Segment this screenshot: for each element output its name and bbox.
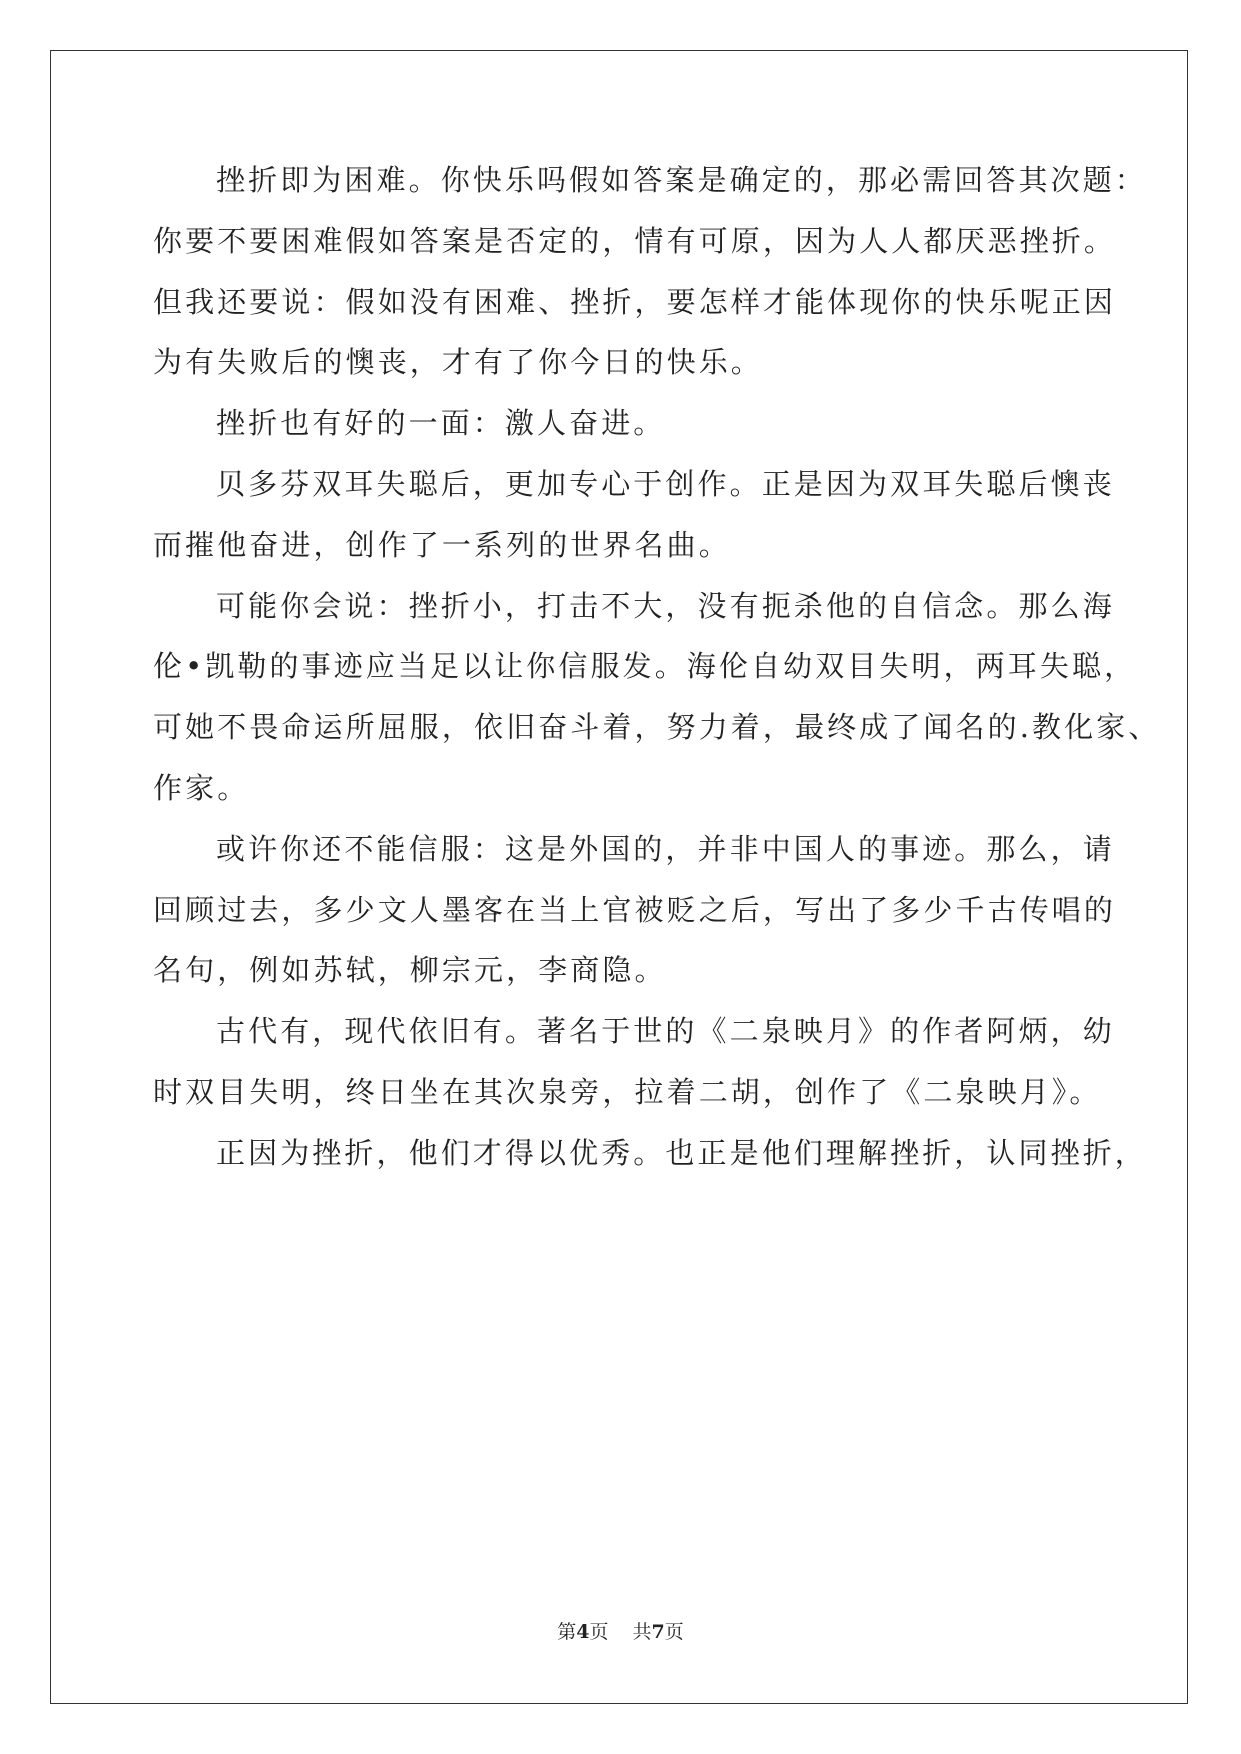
text-line: 挫折也有好的一面：激人奋进。 xyxy=(216,406,666,441)
text-line: 为有失败后的懊丧，才有了你今日的快乐。 xyxy=(153,345,763,380)
page-label-unit: 页 xyxy=(589,1621,609,1643)
text-line: 正因为挫折，他们才得以优秀。也正是他们理解挫折，认同挫折， xyxy=(216,1135,1147,1170)
text-line: 时双目失明，终日坐在其次泉旁，拉着二胡，创作了《二泉映月》。 xyxy=(153,1075,1102,1109)
text-line: 你要不要困难假如答案是否定的，情有可原，因为人人都厌恶挫折。 xyxy=(153,223,1117,258)
text-line: 贝多芬双耳失聪后，更加专心于创作。正是因为双耳失聪后懊丧 xyxy=(216,467,1115,501)
text-line: 但我还要说：假如没有困难、挫折，要怎样才能体现你的快乐呢正因 xyxy=(153,284,1117,319)
text-line: 回顾过去，多少文人墨客在当上官被贬之后，写出了多少千古传唱的 xyxy=(153,892,1117,927)
text-line: 挫折即为困难。你快乐吗假如答案是确定的，那必需回答其次题： xyxy=(216,163,1147,197)
text-line: 或许你还不能信服：这是外国的，并非中国人的事迹。那么，请 xyxy=(216,831,1115,866)
page-footer xyxy=(0,1620,1241,1644)
total-page-number: 7 xyxy=(651,1621,665,1643)
text-line: 名句，例如苏轼，柳宗元，李商隐。 xyxy=(153,953,667,988)
text-line: 古代有，现代依旧有。著名于世的《二泉映月》的作者阿炳，幼 xyxy=(216,1014,1115,1049)
text-line: 伦•凯勒的事迹应当足以让你信服发。海伦自幼双目失明，两耳失聪， xyxy=(153,649,1137,684)
text-line: 可能你会说：挫折小，打击不大，没有扼杀他的自信念。那么海 xyxy=(216,588,1115,623)
current-page-number: 4 xyxy=(576,1621,590,1643)
text-line: 作家。 xyxy=(153,771,250,805)
total-label-prefix: 共 xyxy=(632,1621,652,1643)
page-label-prefix: 第 xyxy=(557,1621,577,1643)
total-label-unit: 页 xyxy=(664,1621,684,1643)
text-line: 可她不畏命运所屈服，依旧奋斗着，努力着，最终成了闻名的.教化家、 xyxy=(153,710,1161,745)
text-line: 而摧他奋进，创作了一系列的世界名曲。 xyxy=(153,527,731,562)
